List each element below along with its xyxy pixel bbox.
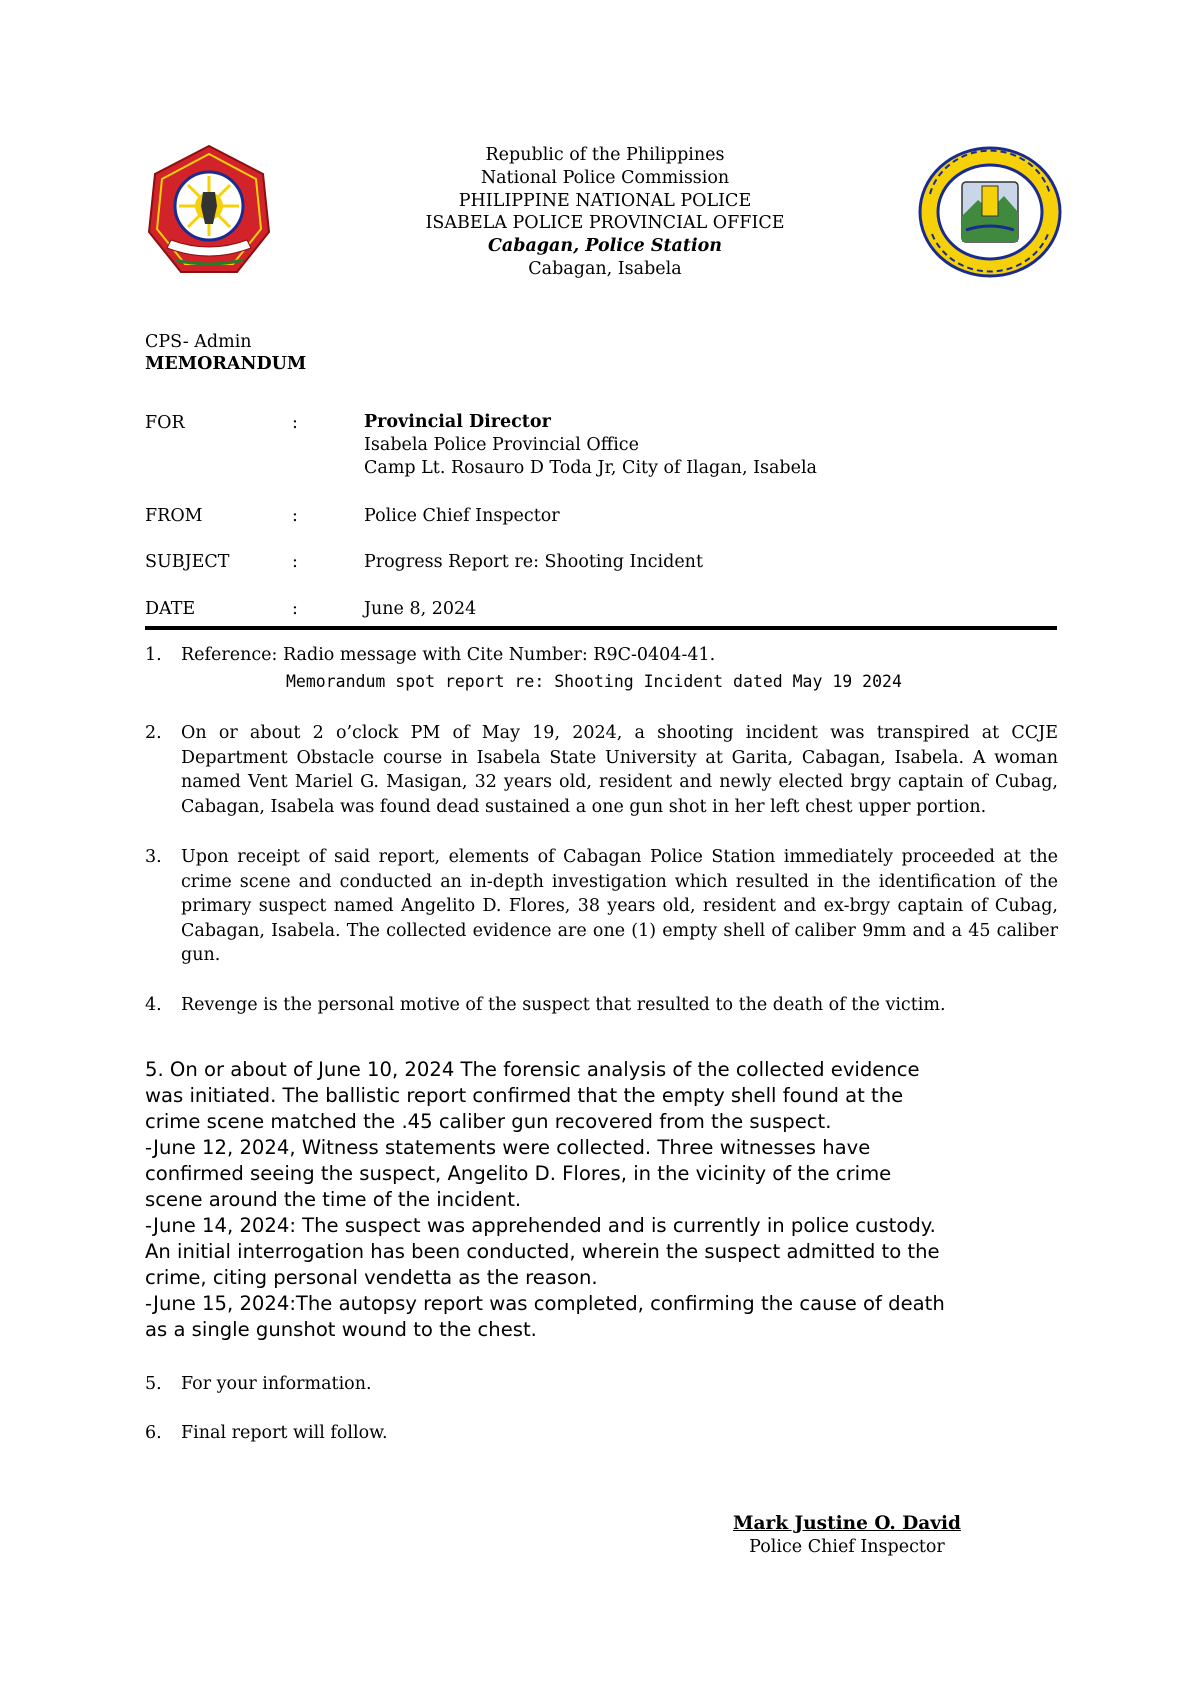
- para-2-number: 2.: [145, 723, 162, 743]
- for-recipient-address: Camp Lt. Rosauro D Toda Jr, City of Ilagan, Isabela: [364, 458, 817, 478]
- para-6-number: 6.: [145, 1423, 162, 1443]
- para-6-text: Final report will follow.: [181, 1423, 388, 1443]
- date-colon: :: [292, 599, 298, 619]
- para-2-line: Cabagan, Isabela was found dead sustained a one gun shot in her left chest upper portion.: [181, 796, 987, 817]
- signatory-name: Mark Justine O. David: [733, 1513, 961, 1534]
- letterhead-station: Cabagan, Police Station: [487, 236, 723, 257]
- letterhead-location: Cabagan, Isabela: [528, 258, 682, 279]
- signature-block: [710, 1512, 984, 1558]
- progress-update-line: crime, citing personal vendetta as the reason.: [145, 1266, 598, 1289]
- para-2-line: Department Obstacle course in Isabela State University at Garita, Cabagan, Isabela. A woman: [181, 747, 1058, 768]
- date-value: June 8, 2024: [364, 599, 477, 619]
- progress-update-block: [145, 1057, 1065, 1343]
- progress-update-line: was initiated. The ballistic report confirmed that the empty shell found at the: [145, 1084, 904, 1107]
- memo-title: MEMORANDUM: [145, 354, 307, 374]
- para-3-line: primary suspect named Angelito D. Flores, 38 years old, resident and ex-brgy captain of Cubag,: [181, 896, 1058, 916]
- cabagan-seal-icon: [918, 146, 1062, 278]
- para-3-line: gun.: [181, 945, 221, 965]
- progress-update-line: as a single gunshot wound to the chest.: [145, 1318, 537, 1341]
- letterhead-line-4: ISABELA POLICE PROVINCIAL OFFICE: [425, 213, 785, 234]
- signatory-title: Police Chief Inspector: [749, 1537, 945, 1557]
- for-recipient-name: Provincial Director: [364, 412, 551, 432]
- subject-value: Progress Report re: Shooting Incident: [364, 552, 703, 572]
- from-value: Police Chief Inspector: [364, 506, 560, 526]
- letterhead-line-1: Republic of the Philippines: [485, 145, 725, 165]
- para-3-line: crime scene and conducted an in-depth investigation which resulted in the identification of the: [181, 871, 1058, 892]
- para-5-text: For your information.: [181, 1374, 372, 1394]
- para-3-line: Cabagan, Isabela. The collected evidence are one (1) empty shell of caliber 9mm and a 45 caliber: [181, 920, 1058, 941]
- for-colon: :: [292, 413, 298, 433]
- para-2-text: [181, 721, 1058, 819]
- letterhead-line-3: PHILIPPINE NATIONAL POLICE: [458, 190, 752, 211]
- para-2-line: On or about 2 o’clock PM of May 19, 2024, a shooting incident was transpired at CCJE: [181, 723, 1058, 743]
- progress-update-line: -June 12, 2024, Witness statements were collected. Three witnesses have: [145, 1136, 871, 1159]
- from-colon: :: [292, 506, 298, 526]
- from-label: FROM: [145, 506, 203, 526]
- para-1-subline: Memorandum spot report re: Shooting Incident dated May 19 2024: [286, 672, 902, 691]
- letterhead-line-2: National Police Commission: [480, 167, 730, 188]
- progress-update-line: -June 14, 2024: The suspect was apprehended and is currently in police custody.: [145, 1214, 936, 1237]
- para-3-line: Upon receipt of said report, elements of Cabagan Police Station immediately proceeded at the: [181, 847, 1058, 867]
- para-1-text: Reference: Radio message with Cite Number: R9C-0404-41.: [181, 645, 716, 665]
- progress-update-line: crime scene matched the .45 caliber gun recovered from the suspect.: [145, 1110, 832, 1133]
- para-1-number: 1.: [145, 645, 162, 665]
- para-2-line: named Vent Mariel G. Masigan, 32 years old, resident and newly elected brgy captain of Cubag,: [181, 772, 1058, 792]
- pnp-seal-icon: [145, 144, 273, 276]
- para-3-text: [181, 845, 1058, 968]
- for-recipient-office: Isabela Police Provincial Office: [364, 435, 639, 455]
- progress-update-line: confirmed seeing the suspect, Angelito D. Flores, in the vicinity of the crime: [145, 1162, 892, 1185]
- progress-update-line: -June 15, 2024:The autopsy report was completed, confirming the cause of death: [145, 1292, 945, 1315]
- subject-label: SUBJECT: [145, 552, 230, 572]
- subject-colon: :: [292, 552, 298, 572]
- para-3-number: 3.: [145, 847, 162, 867]
- para-5-number: 5.: [145, 1374, 162, 1394]
- progress-update-line: An initial interrogation has been conducted, wherein the suspect admitted to the: [145, 1240, 940, 1263]
- date-label: DATE: [145, 599, 196, 619]
- for-value: [364, 411, 817, 480]
- para-4-text: Revenge is the personal motive of the suspect that resulted to the death of the victim.: [181, 995, 946, 1015]
- letterhead: [380, 144, 830, 281]
- header-divider: [145, 626, 1057, 630]
- for-label: FOR: [145, 413, 185, 433]
- progress-update-line: scene around the time of the incident.: [145, 1188, 522, 1211]
- office-code: CPS- Admin: [145, 332, 252, 352]
- progress-update-line: 5. On or about of June 10, 2024 The forensic analysis of the collected evidence: [145, 1058, 920, 1081]
- para-4-number: 4.: [145, 995, 162, 1015]
